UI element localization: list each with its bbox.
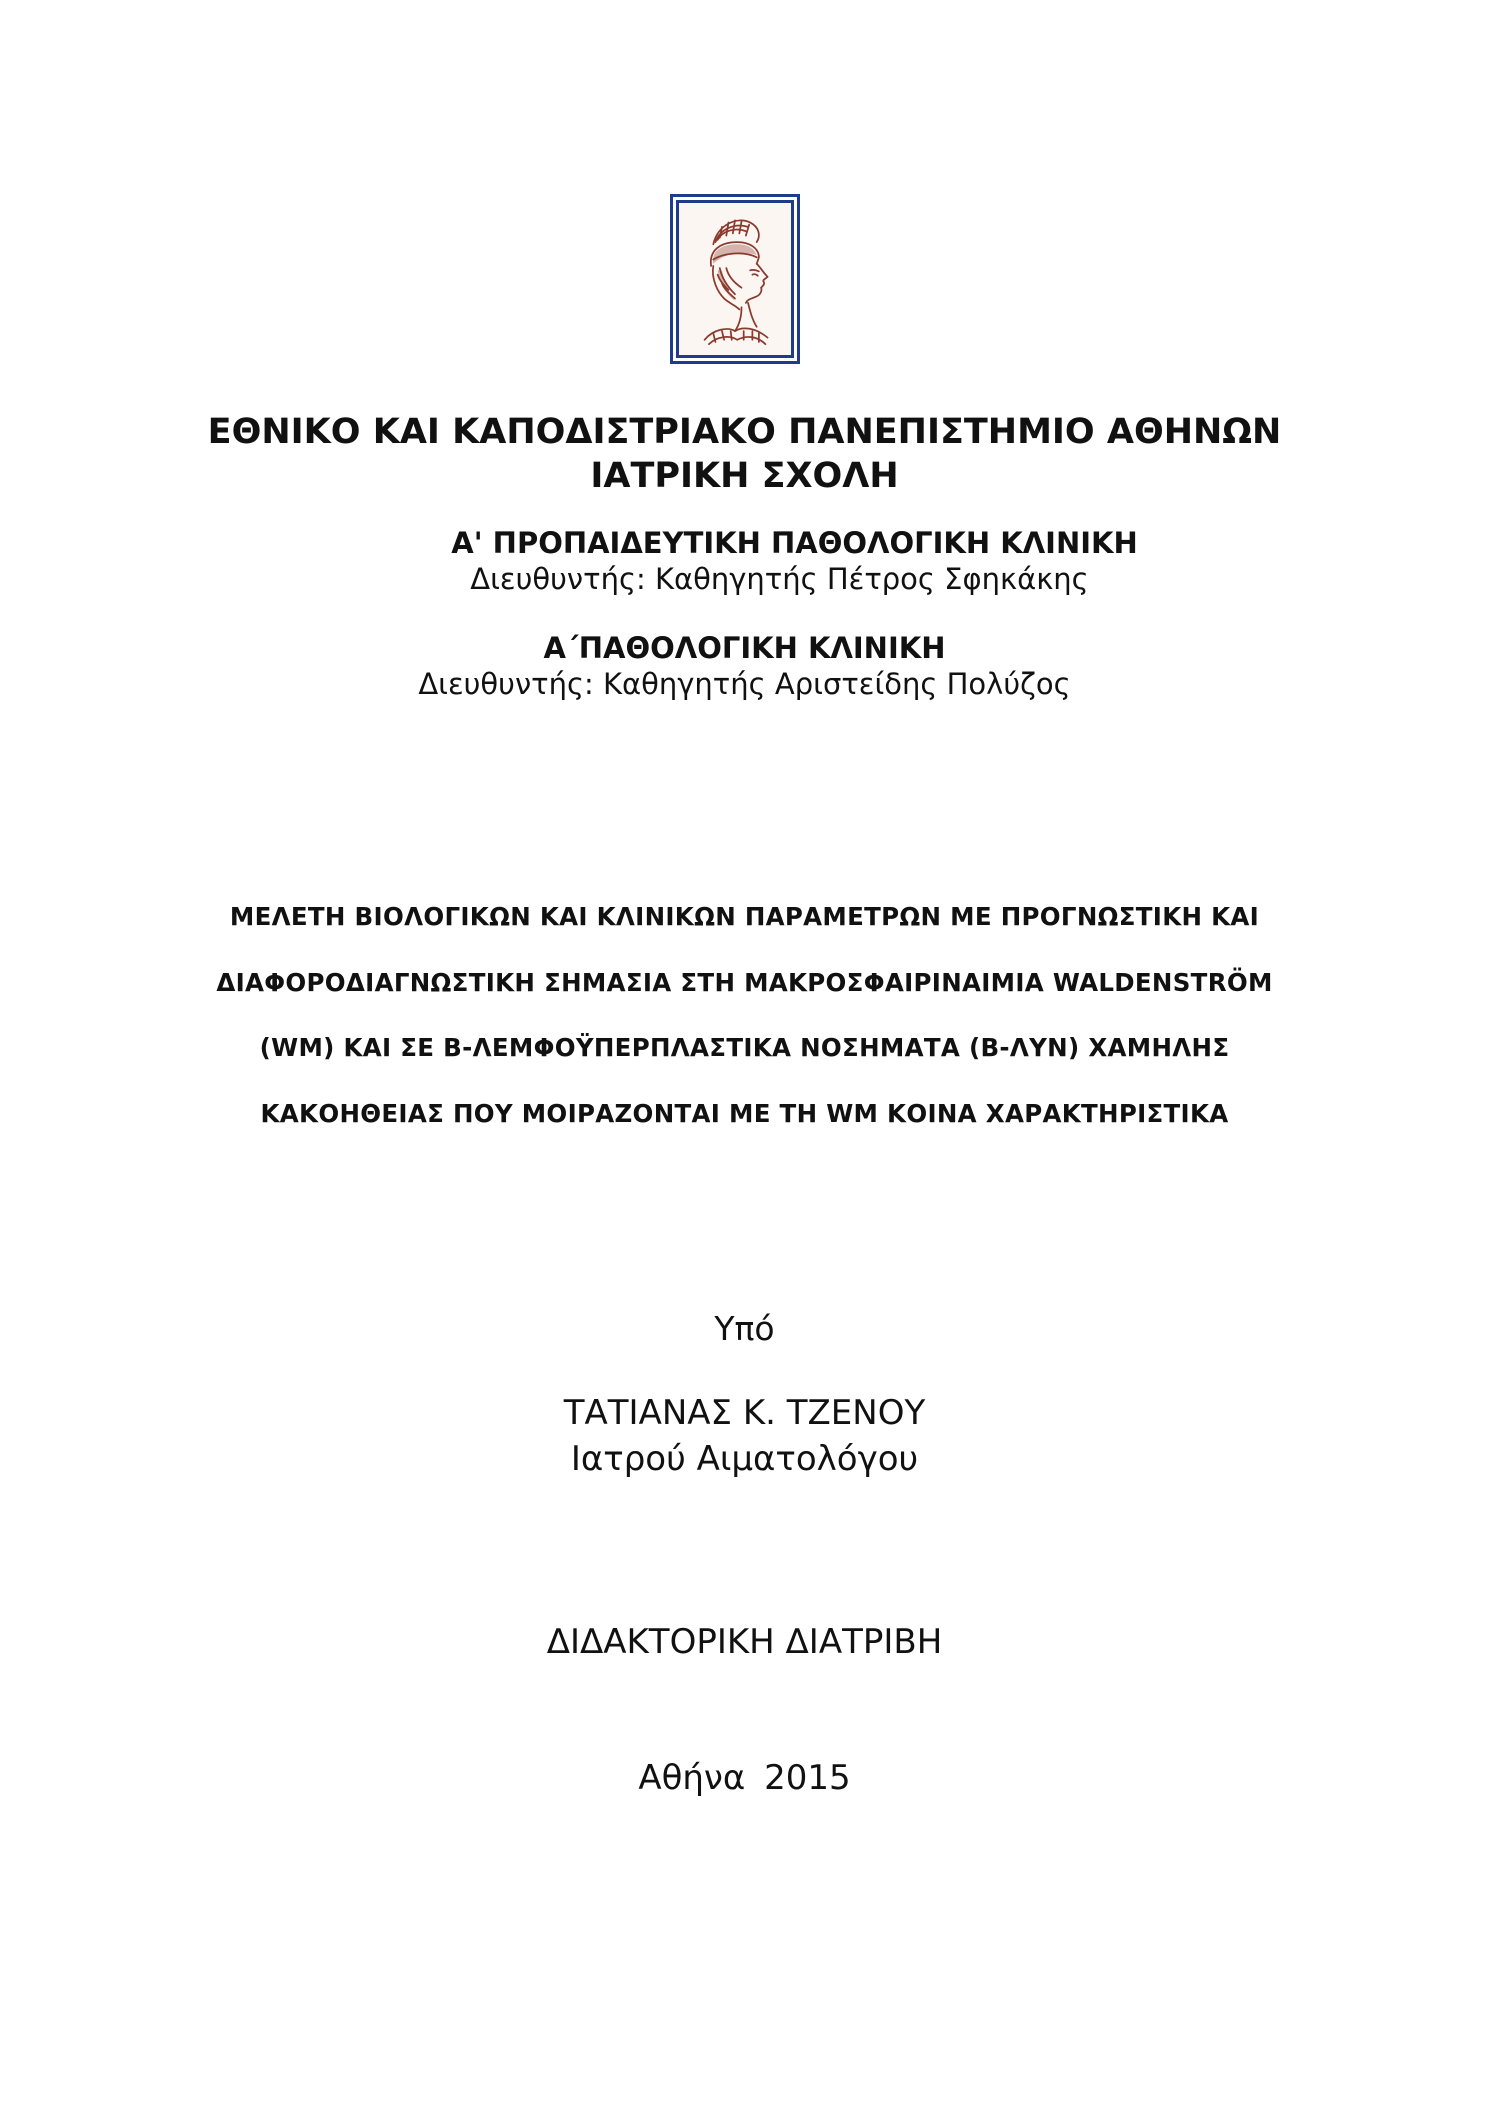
- author-name: ΤΑΤΙΑΝΑΣ Κ. ΤΖΕΝΟΥ: [563, 1393, 926, 1433]
- author-role: Ιατρού Αιματολόγου: [570, 1439, 919, 1479]
- university-header: [0, 410, 1489, 498]
- clinic-block-1: [0, 525, 1489, 597]
- thesis-title-line: ΜΕΛΕΤΗ ΒΙΟΛΟΓΙΚΩΝ ΚΑΙ ΚΛΙΝΙΚΩΝ ΠΑΡΑΜΕΤΡΩΝ ΜΕ ΠΡΟΓΝΩΣΤΙΚΗ ΚΑΙ: [229, 902, 1260, 931]
- document-type: ΔΙΔΑΚΤΟΡΙΚΗ ΔΙΑΤΡΙΒΗ: [546, 1622, 943, 1662]
- university-name: ΕΘΝΙΚΟ ΚΑΙ ΚΑΠΟΔΙΣΤΡΙΑΚΟ ΠΑΝΕΠΙΣΤΗΜΙΟ ΑΘΗΝΩΝ: [207, 412, 1282, 452]
- thesis-title-line: (WM) ΚΑΙ ΣΕ Β-ΛΕΜΦΟΫΠΕΡΠΛΑΣΤΙΚΑ ΝΟΣΗΜΑΤΑ (Β-ΛΥΝ) ΧΑΜΗΛΗΣ: [259, 1033, 1230, 1062]
- thesis-title-line: ΔΙΑΦΟΡΟΔΙΑΓΝΩΣΤΙΚΗ ΣΗΜΑΣΙΑ ΣΤΗ ΜΑΚΡΟΣΦΑΙΡΙΝΑΙΜΙΑ WALDENSTRÖM: [216, 967, 1273, 997]
- thesis-title: [0, 884, 1489, 1146]
- clinic-director: Διευθυντής: Καθηγητής Αριστείδης Πολύζος: [418, 667, 1071, 701]
- thesis-title-line: ΚΑΚΟΗΘΕΙΑΣ ΠΟΥ ΜΟΙΡΑΖΟΝΤΑΙ ΜΕ ΤΗ WM ΚΟΙΝΑ ΧΑΡΑΚΤΗΡΙΣΤΙΚΑ: [260, 1098, 1229, 1128]
- clinic-name: Α' ΠΡΟΠΑΙΔΕΥΤΙΚΗ ΠΑΘΟΛΟΓΙΚΗ ΚΛΙΝΙΚΗ: [451, 526, 1138, 560]
- university-emblem: [670, 194, 800, 364]
- place-year: Αθήνα 2015: [638, 1758, 851, 1798]
- school-name: ΙΑΤΡΙΚΗ ΣΧΟΛΗ: [590, 456, 899, 496]
- clinic-name: Α΄ΠΑΘΟΛΟΓΙΚΗ ΚΛΙΝΙΚΗ: [543, 631, 946, 665]
- clinic-block-2: [0, 630, 1489, 702]
- clinic-director: Διευθυντής: Καθηγητής Πέτρος Σφηκάκης: [470, 562, 1089, 596]
- by-label: Υπό: [714, 1309, 775, 1348]
- athena-head-emblem-icon: [679, 203, 791, 355]
- author-block: [0, 1390, 1489, 1482]
